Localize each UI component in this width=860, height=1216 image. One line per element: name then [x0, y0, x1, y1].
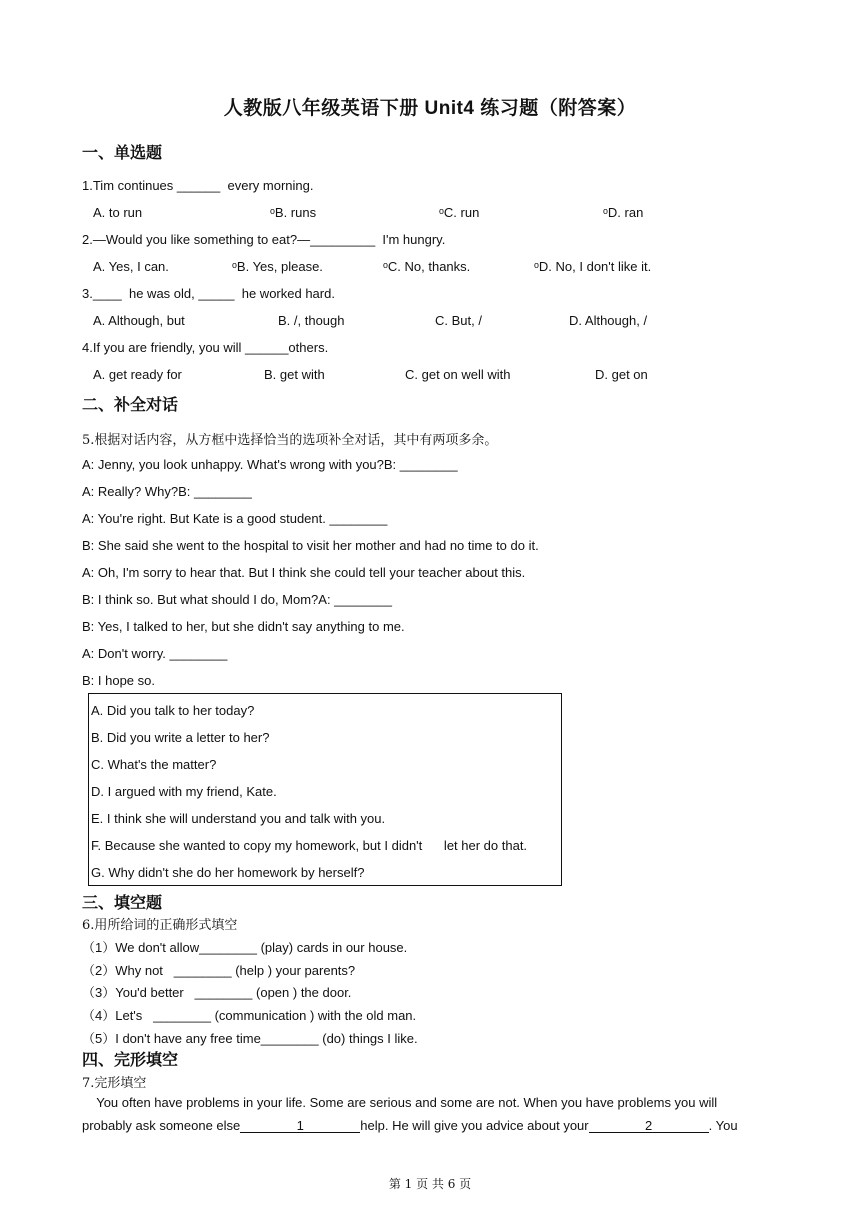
- box-option-d: D. I argued with my friend, Kate.: [91, 784, 277, 799]
- fill-blank-instruction: 6.用所给词的正确形式填空: [82, 918, 238, 933]
- dialogue-line-8: A: Don't worry. ________: [82, 646, 228, 661]
- cloze-blank-1-number: 1: [296, 1118, 304, 1133]
- section-heading-dialogue: 二、补全对话: [82, 395, 179, 414]
- cloze-blank-2: [589, 1119, 709, 1133]
- question-4: 4.If you are friendly, you will ______others.: [82, 340, 329, 355]
- q2-option-d: ᵒD. No, I don't like it.: [534, 259, 652, 274]
- section-heading-single-choice: 一、单选题: [82, 143, 163, 162]
- fill-blank-item-5: （5）I don't have any free time________ (do) things I like.: [82, 1031, 418, 1046]
- dialogue-line-6: B: I think so. But what should I do, Mom?A: ________: [82, 592, 393, 607]
- box-option-g: G. Why didn't she do her homework by herself?: [91, 865, 365, 880]
- dialogue-line-2: A: Really? Why?B: ________: [82, 484, 252, 499]
- box-option-c: C. What's the matter?: [91, 757, 217, 772]
- question-1: 1.Tim continues ______ every morning.: [82, 178, 314, 193]
- dialogue-line-1: A: Jenny, you look unhappy. What's wrong with you?B: ________: [82, 457, 458, 472]
- dialogue-line-4: B: She said she went to the hospital to visit her mother and had no time to do it.: [82, 538, 539, 553]
- cloze-passage-line-1: You often have problems in your life. Some are serious and some are not. When you have problems you will: [82, 1095, 718, 1110]
- dialogue-line-7: B: Yes, I talked to her, but she didn't say anything to me.: [82, 619, 405, 634]
- cloze-blank-1: [240, 1119, 360, 1133]
- box-option-b: B. Did you write a letter to her?: [91, 730, 270, 745]
- fill-blank-item-1: （1）We don't allow________ (play) cards in our house.: [82, 940, 408, 955]
- cloze-blank-2-number: 2: [645, 1118, 653, 1133]
- question-3: 3.____ he was old, _____ he worked hard.: [82, 286, 335, 301]
- q4-option-d: D. get on: [595, 367, 648, 382]
- cloze-instruction: 7.完形填空: [82, 1076, 147, 1091]
- box-option-a: A. Did you talk to her today?: [91, 703, 255, 718]
- q3-option-c: C. But, /: [435, 313, 482, 328]
- question-2: 2.—Would you like something to eat?—_________ I'm hungry.: [82, 232, 446, 247]
- q3-option-b: B. /, though: [278, 313, 345, 328]
- q1-option-c: ᵒC. run: [439, 205, 480, 220]
- fill-blank-item-2: （2）Why not ________ (help ) your parents?: [82, 963, 356, 978]
- dialogue-line-5: A: Oh, I'm sorry to hear that. But I think she could tell your teacher about this.: [82, 565, 526, 580]
- cloze-text-c: . You: [708, 1118, 738, 1133]
- q4-option-b: B. get with: [264, 367, 325, 382]
- page-title: 人教版八年级英语下册 Unit4 练习题（附答案）: [223, 98, 637, 119]
- dialogue-line-3: A: You're right. But Kate is a good student. ________: [82, 511, 388, 526]
- box-option-f: F. Because she wanted to copy my homework, but I didn't let her do that.: [91, 838, 528, 853]
- q1-option-a: A. to run: [93, 205, 143, 220]
- cloze-text-a: probably ask someone else: [82, 1118, 241, 1133]
- cloze-text-b: help. He will give you advice about your: [360, 1118, 589, 1133]
- options-box: [88, 693, 562, 886]
- section-heading-cloze: 四、完形填空: [82, 1050, 179, 1069]
- q1-option-b: ᵒB. runs: [270, 205, 317, 220]
- dialogue-instruction: 5.根据对话内容，从方框中选择恰当的选项补全对话，其中有两项多余。: [82, 433, 498, 448]
- q4-option-c: C. get on well with: [405, 367, 511, 382]
- fill-blank-item-4: （4）Let's ________ (communication ) with the old man.: [82, 1008, 417, 1023]
- section-heading-fill-blank: 三、填空题: [82, 893, 163, 912]
- q3-option-d: D. Although, /: [569, 313, 648, 328]
- q4-option-a: A. get ready for: [93, 367, 182, 382]
- fill-blank-item-3: （3）You'd better ________ (open ) the door.: [82, 985, 352, 1000]
- q2-option-b: ᵒB. Yes, please.: [232, 259, 323, 274]
- q1-option-d: ᵒD. ran: [603, 205, 644, 220]
- q2-option-a: A. Yes, I can.: [93, 259, 169, 274]
- box-option-e: E. I think she will understand you and talk with you.: [91, 811, 386, 826]
- page-footer: 第 1 页 共 6 页: [388, 1177, 472, 1191]
- dialogue-line-9: B: I hope so.: [82, 673, 155, 688]
- q3-option-a: A. Although, but: [93, 313, 185, 328]
- q2-option-c: ᵒC. No, thanks.: [383, 259, 471, 274]
- cloze-passage-line-2: [82, 1118, 738, 1133]
